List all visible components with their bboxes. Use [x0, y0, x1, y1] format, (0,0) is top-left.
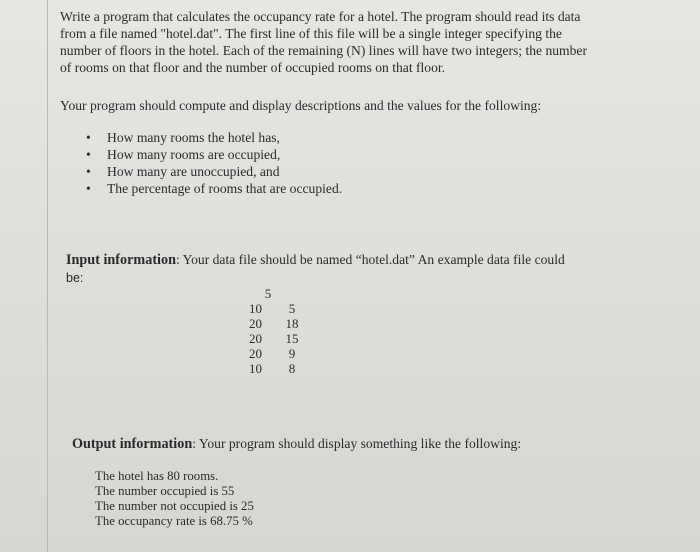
occupied-value: 18: [285, 316, 299, 331]
intro-paragraph: [60, 8, 640, 76]
output-line: The occupancy rate is 68.75 %: [95, 514, 253, 528]
output-line: The number not occupied is 25: [95, 499, 254, 513]
table-row: [230, 361, 320, 376]
occupied-value: 8: [288, 361, 296, 376]
rooms-value: 20: [249, 331, 262, 346]
list-item-text: The percentage of rooms that are occupied.: [107, 181, 343, 196]
page-edge-divider: [47, 0, 48, 552]
list-item: [86, 129, 342, 146]
list-item: [86, 146, 342, 163]
occupied-value: 15: [285, 331, 299, 346]
input-heading: Input information: [66, 252, 176, 268]
table-row: [230, 346, 320, 361]
floor-count: 5: [264, 286, 272, 301]
rooms-value: 20: [249, 346, 262, 361]
compute-instruction: Your program should compute and display descriptions and the values for the following:: [60, 98, 542, 113]
example-data-file: [230, 286, 320, 376]
output-text: : Your program should display something like the following:: [192, 436, 522, 451]
bullet-icon: •: [86, 164, 91, 179]
bullet-icon: •: [86, 181, 91, 196]
output-heading: Output information: [72, 436, 193, 452]
rooms-value: 10: [249, 361, 262, 376]
input-continuation: be:: [66, 271, 84, 285]
sample-output: [95, 469, 254, 529]
output-information: [72, 435, 521, 453]
intro-line: of rooms on that floor and the number of occupied rooms on that floor.: [60, 60, 446, 75]
list-item-text: How many rooms the hotel has,: [107, 130, 280, 145]
intro-line: from a file named "hotel.dat". The first line of this file will be a single integer specifying the: [60, 26, 562, 41]
intro-line: Write a program that calculates the occupancy rate for a hotel. The program should read its data: [60, 9, 581, 24]
occupied-value: 9: [288, 346, 296, 361]
output-line: The hotel has 80 rooms.: [95, 469, 219, 483]
requirements-list: [86, 129, 342, 197]
occupied-value: 5: [288, 301, 296, 316]
table-row: [230, 301, 320, 316]
list-item: [86, 163, 342, 180]
bullet-icon: •: [86, 130, 91, 145]
rooms-value: 10: [249, 301, 262, 316]
rooms-value: 20: [249, 316, 262, 331]
bullet-icon: •: [86, 147, 91, 162]
list-item-text: How many are unoccupied, and: [107, 164, 280, 179]
list-item-text: How many rooms are occupied,: [107, 147, 281, 162]
data-first-line: [230, 286, 320, 301]
table-row: [230, 331, 320, 346]
input-information: [66, 251, 646, 287]
intro-line: number of floors in the hotel. Each of the remaining (N) lines will have two integers; the number: [60, 43, 587, 58]
output-line: The number occupied is 55: [95, 484, 235, 498]
input-text: : Your data file should be named “hotel.dat” An example data file could: [175, 252, 565, 267]
list-item: [86, 180, 342, 197]
table-row: [230, 316, 320, 331]
